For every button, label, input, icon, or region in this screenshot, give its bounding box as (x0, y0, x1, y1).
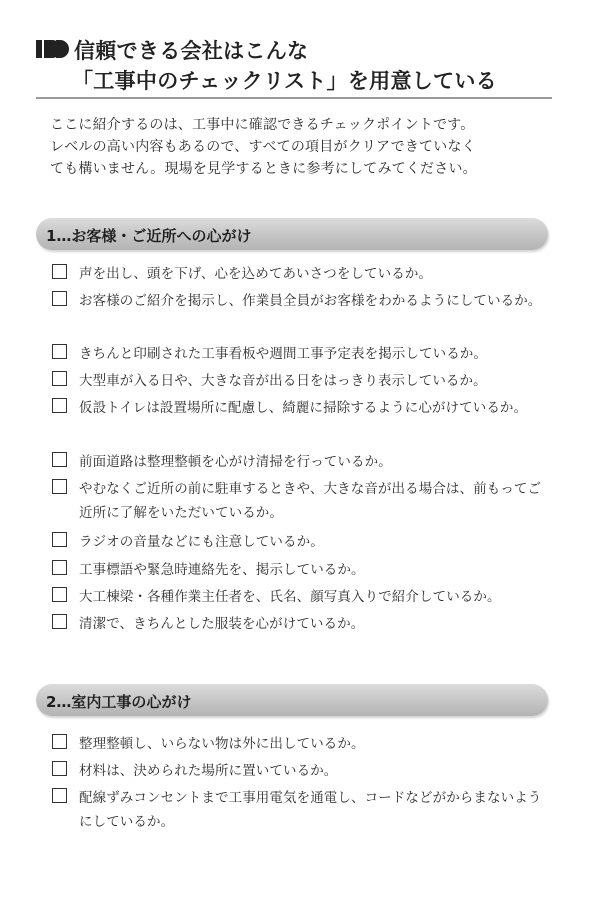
intro-line: ここに紹介するのは、工事中に確認できるチェックポイントです。 (50, 117, 475, 133)
checklist-item-text: きちんと印刷された工事看板や週間工事予定表を掲示しているか。 (79, 346, 487, 362)
section-title: 2…室内工事の心がけ (46, 693, 192, 711)
checklist-item-text: 材料は、決められた場所に置いているか。 (79, 763, 338, 779)
title-line-1: 信頼できる会社はこんな (74, 39, 309, 63)
checkbox[interactable] (52, 761, 67, 776)
checkbox[interactable] (52, 344, 67, 359)
section-title: 1…お客様・ご近所への心がけ (46, 227, 252, 245)
title-divider (36, 97, 552, 99)
section-header-2 (36, 684, 548, 716)
checkbox[interactable] (52, 479, 67, 494)
checkbox[interactable] (52, 452, 67, 467)
checkbox[interactable] (52, 264, 67, 279)
checklist-item-text: 整理整頓し、いらない物は外に出しているか。 (79, 736, 365, 752)
checkbox[interactable] (52, 371, 67, 386)
checklist-item-text: 声を出し、頭を下げ、心を込めてあいさつをしているか。 (79, 266, 433, 282)
intro-line: レベルの高い内容もあるので、すべての項目がクリアできていなく (50, 139, 476, 155)
double-arrow-icon (36, 39, 70, 59)
checklist-item-text: 仮設トイレは設置場所に配慮し、綺麗に掃除するように心がけているか。 (79, 400, 528, 416)
checklist-item-text: 大工棟梁・各種作業主任者を、氏名、顔写真入りで紹介しているか。 (79, 589, 501, 605)
checkbox[interactable] (52, 398, 67, 413)
checklist-item-text: お客様のご紹介を掲示し、作業員全員がお客様をわかるようにしているか。 (79, 293, 542, 309)
checkbox[interactable] (52, 614, 67, 629)
checkbox[interactable] (52, 587, 67, 602)
checklist-item-text: やむなくご近所の前に駐車するときや、大きな音が出る場合は、前もってご近所に了解をいただいているか。 (79, 481, 542, 521)
checklist-item-text: ラジオの音量などにも注意しているか。 (79, 534, 324, 550)
checklist-item-text: 配線ずみコンセントまで工事用電気を通電し、コードなどがからまないようにしているか。 (79, 790, 542, 830)
section-header-1 (36, 218, 548, 250)
checkbox[interactable] (52, 291, 67, 306)
checklist-item-text: 前面道路は整理整頓を心がけ清掃を行っているか。 (79, 454, 392, 470)
checklist-item-text: 工事標語や緊急時連絡先を、掲示しているか。 (79, 562, 365, 578)
checkbox[interactable] (52, 734, 67, 749)
checklist-item-text: 大型車が入る日や、大きな音が出る日をはっきり表示しているか。 (79, 373, 487, 389)
intro-paragraph (50, 114, 570, 180)
checklist-item-text: 清潔で、きちんとした服装を心がけているか。 (79, 616, 365, 632)
checkbox[interactable] (52, 788, 67, 803)
checkbox[interactable] (52, 532, 67, 547)
title-line-2: 「工事中のチェックリスト」を用意している (72, 69, 497, 93)
checkbox[interactable] (52, 560, 67, 575)
intro-line: ても構いません。現場を見学するときに参考にしてみてください。 (50, 161, 477, 177)
